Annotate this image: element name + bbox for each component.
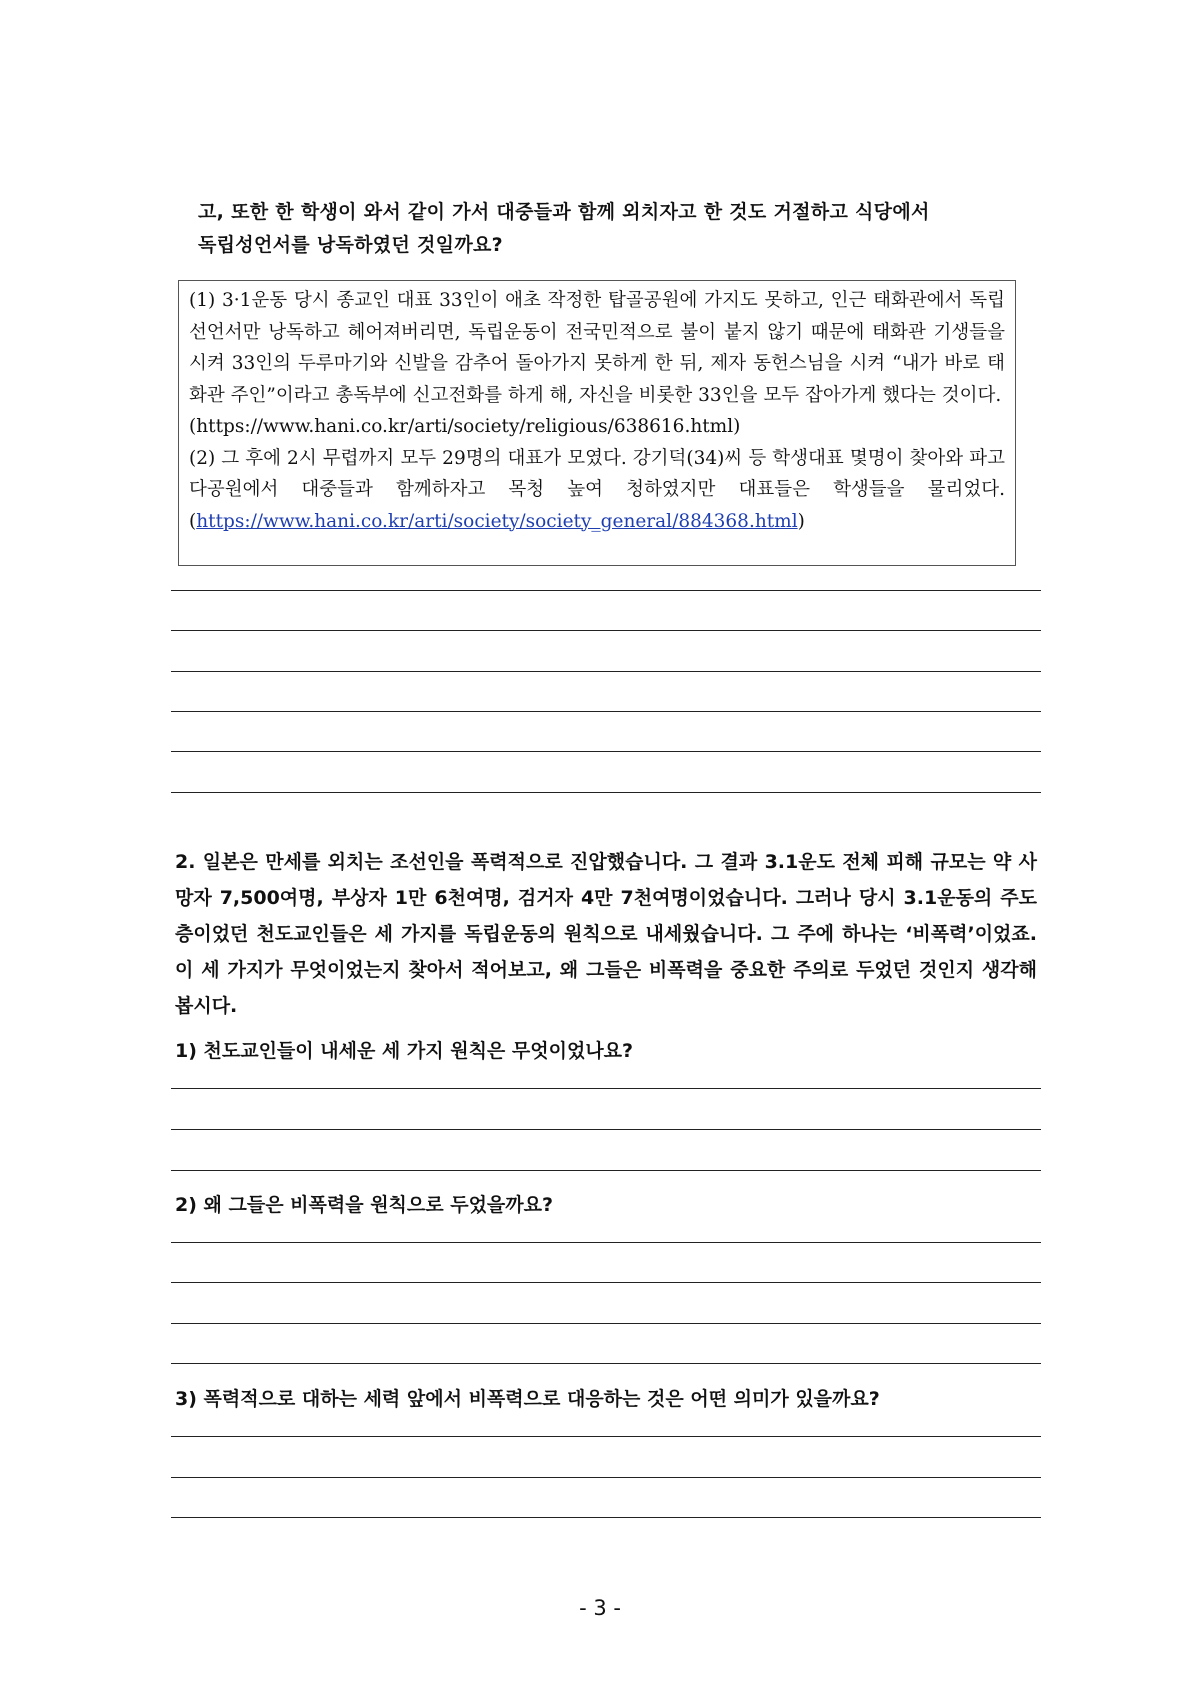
answer-line[interactable] <box>171 630 1041 631</box>
reference-2-text: (2) 그 후에 2시 무렵까지 모두 29명의 대표가 모였다. 강기덕(34)씨 등 학생대표 몇명이 찾아와 파고다공원에서 대중들과 함께하자고 목청 높여 청하였지만 대표들은 학생들을 물리었다. ( <box>189 447 1005 532</box>
sub-question-2: 2) 왜 그들은 비폭력을 원칙으로 두었을까요? <box>175 1194 554 1216</box>
intro-line-2: 독립성언서를 낭독하였던 것일까요? <box>198 234 503 256</box>
answer-line[interactable] <box>171 1477 1041 1478</box>
answer-line[interactable] <box>171 590 1041 591</box>
reference-box <box>178 280 1016 566</box>
answer-line[interactable] <box>171 1129 1041 1130</box>
answer-line[interactable] <box>171 1282 1041 1283</box>
reference-2 <box>189 443 1005 538</box>
answer-line[interactable] <box>171 1517 1041 1518</box>
answer-line[interactable] <box>171 1363 1041 1364</box>
reference-1-url: (https://www.hani.co.kr/arti/society/religious/638616.html) <box>189 416 741 437</box>
reference-2-close: ) <box>797 510 805 532</box>
answer-line[interactable] <box>171 1170 1041 1171</box>
answer-line[interactable] <box>171 1436 1041 1437</box>
answer-line[interactable] <box>171 792 1041 793</box>
question-2-text: 2. 일본은 만세를 외치는 조선인을 폭력적으로 진압했습니다. 그 결과 3.1운도 전체 피해 규모는 약 사망자 7,500여명, 부상자 1만 6천여명, 검거자 4만 7천여명이었습니다. 그러나 당시 3.1운동의 주도층이었던 천도교인들은 세 가지를 독립운동의 원칙으로 내세웠습니다. 그 주에 하나는 ‘비폭력’이었죠. 이 세 가지가 무엇이었는지 찾아서 적어보고, 왜 그들은 비폭력을 중요한 주의로 두었던 것인지 생각해봅시다. <box>175 851 1037 1017</box>
answer-line[interactable] <box>171 1323 1041 1324</box>
answer-line[interactable] <box>171 711 1041 712</box>
reference-2-link[interactable]: https://www.hani.co.kr/arti/society/society_general/884368.html <box>196 510 798 532</box>
sub-question-3: 3) 폭력적으로 대하는 세력 앞에서 비폭력으로 대응하는 것은 어떤 의미가 있을까요? <box>175 1388 880 1410</box>
intro-line-1: 고, 또한 한 학생이 와서 같이 가서 대중들과 함께 외치자고 한 것도 거절하고 식당에서 <box>198 201 930 223</box>
sub-question-1: 1) 천도교인들이 내세운 세 가지 원칙은 무엇이었나요? <box>175 1040 634 1062</box>
answer-line[interactable] <box>171 1242 1041 1243</box>
question-2 <box>175 844 1037 1024</box>
reference-1-text: (1) 3·1운동 당시 종교인 대표 33인이 애초 작정한 탑골공원에 가지도 못하고, 인근 태화관에서 독립선언서만 낭독하고 헤어져버리면, 독립운동이 전국민적으로 불이 붙지 않기 때문에 태화관 기생들을 시켜 33인의 두루마기와 신발을 감추어 돌아가지 못하게 한 뒤, 제자 동헌스님을 시켜 “내가 바로 태화관 주인”이라고 총독부에 신고전화를 하게 해, 자신을 비롯한 33인을 모두 잡아가게 했다는 것이다. <box>189 290 1005 406</box>
page-number: - 3 - <box>579 1596 621 1620</box>
answer-line[interactable] <box>171 751 1041 752</box>
answer-line[interactable] <box>171 1088 1041 1089</box>
answer-line[interactable] <box>171 671 1041 672</box>
